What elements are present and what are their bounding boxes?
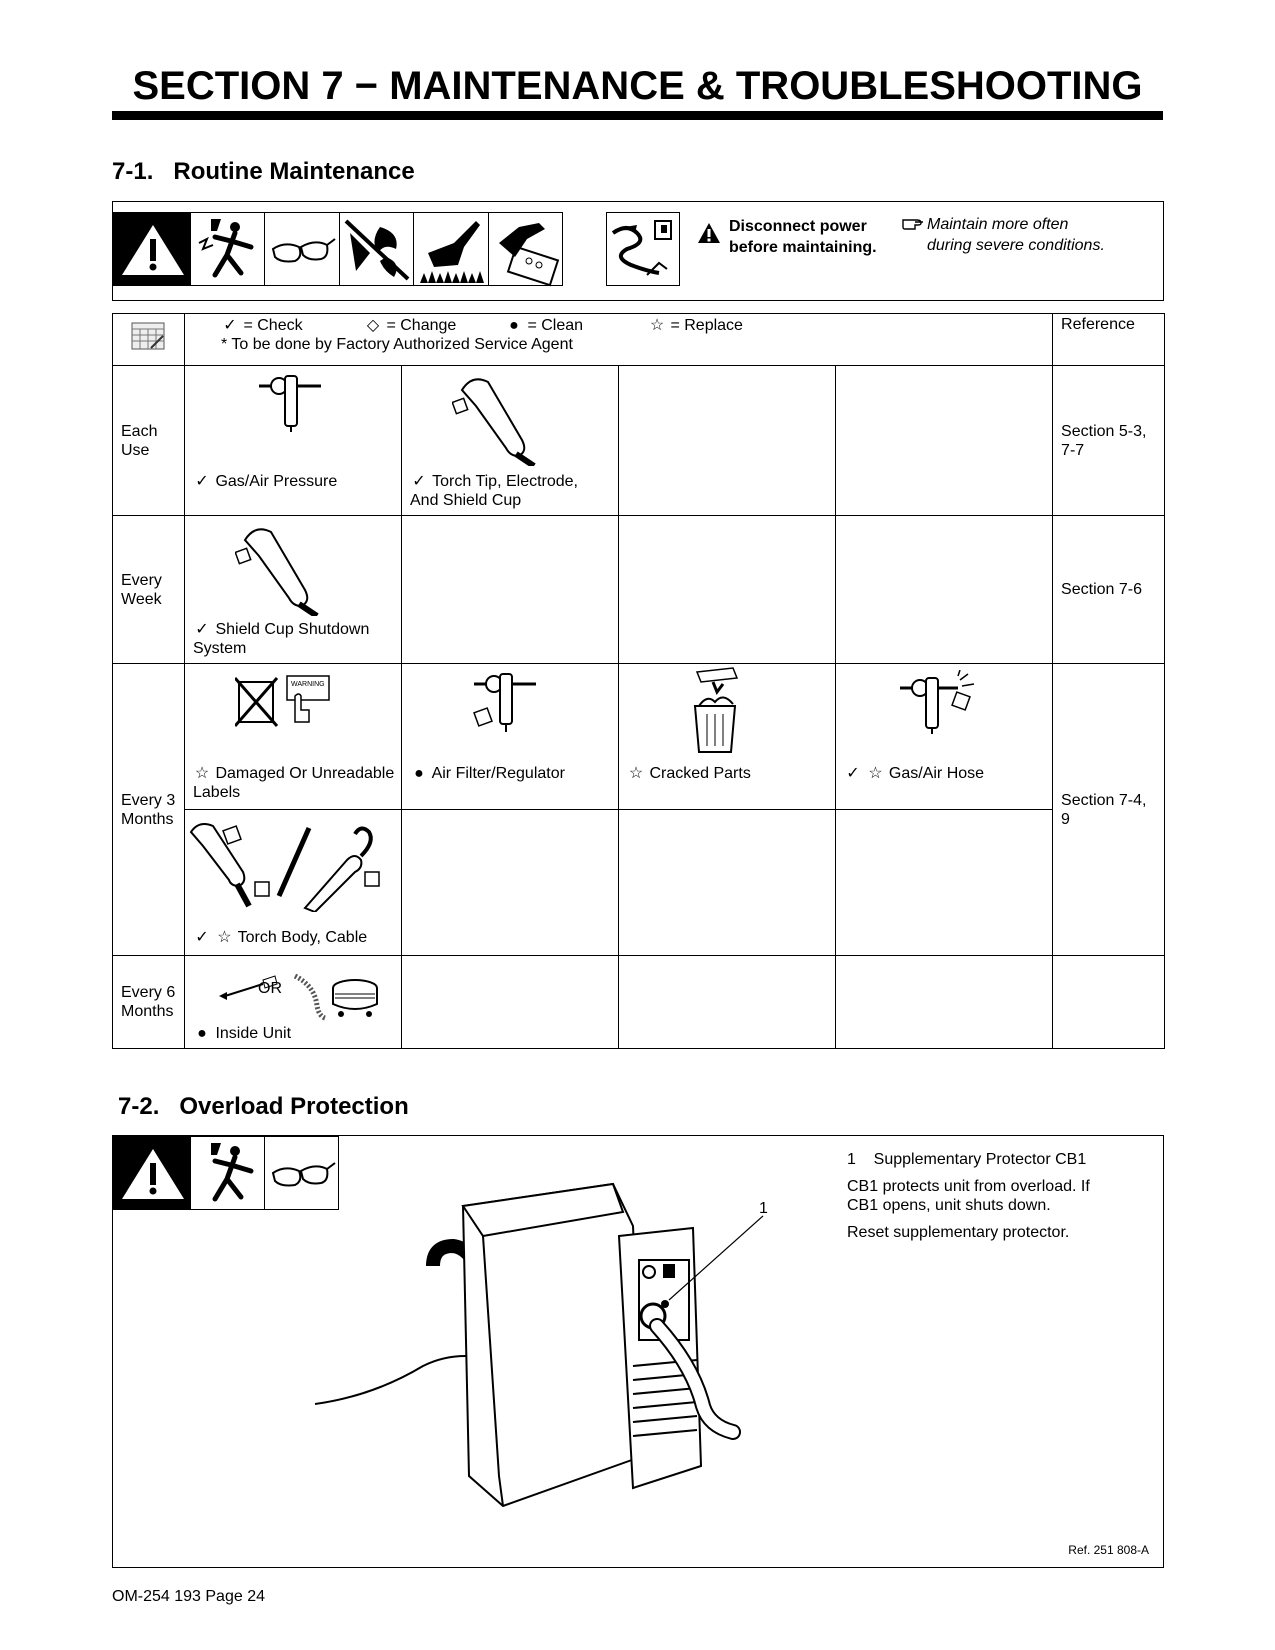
torch-icon (452, 370, 542, 471)
replace-star-icon: ☆ (649, 317, 665, 334)
replace-star-icon: ☆ (217, 929, 232, 946)
interval-every-3-months: Every 3 Months (113, 664, 185, 956)
each-use-row (113, 366, 1165, 516)
pointing-hand-icon (901, 216, 925, 237)
empty-cell (619, 956, 836, 1049)
reference-every-3-months: Section 7-4, 9 (1053, 664, 1165, 956)
warning-label-text: WARNING (291, 681, 325, 688)
item-torch-tip: ✓ Torch Tip, Electrode, And Shield Cup (410, 473, 578, 509)
torch-icon (235, 520, 325, 621)
disconnect-power-warning: Disconnect power before maintaining. (729, 218, 877, 256)
labels-cell (185, 664, 402, 810)
empty-cell (836, 516, 1053, 664)
replace-star-icon: ☆ (194, 765, 210, 782)
reset-instruction: Reset supplementary protector. (847, 1224, 1070, 1241)
clean-circle-icon: ● (509, 317, 519, 334)
calendar-cell (113, 314, 185, 366)
check-icon: ✓ (195, 929, 209, 946)
gas-air-pressure-cell (185, 366, 402, 516)
inside-unit-cell (185, 956, 402, 1049)
every-3-months-row-b (113, 810, 1165, 956)
item-gas-air-pressure: ✓ Gas/Air Pressure (193, 472, 337, 491)
legend-replace: ☆ = Replace (649, 317, 743, 334)
overload-box (112, 1135, 1164, 1568)
change-diamond-icon: ◇ (366, 317, 380, 334)
reference-each-use: Section 5-3, 7-7 (1053, 366, 1165, 516)
replace-star-icon: ☆ (868, 765, 883, 782)
item-air-filter: ● Air Filter/Regulator (410, 764, 565, 783)
section-title: SECTION 7 − MAINTENANCE & TROUBLESHOOTING (132, 64, 1143, 108)
supplementary-protector-label: 1 Supplementary Protector CB1 (847, 1151, 1087, 1168)
check-icon: ✓ (223, 317, 237, 334)
warning-triangle-icon (113, 212, 191, 286)
interval-every-6-months: Every 6 Months (113, 956, 185, 1049)
check-icon: ✓ (846, 765, 860, 782)
item-cracked-parts: ☆ Cracked Parts (628, 765, 751, 782)
empty-cell (836, 366, 1053, 516)
overload-hazard-strip (113, 1136, 339, 1210)
hose-regulator-icon (898, 670, 978, 741)
item-labels: ☆ Damaged Or Unreadable Labels (193, 765, 395, 801)
legend-row (113, 314, 1165, 366)
hazard-symbol-strip (113, 212, 563, 286)
electric-shock-icon (190, 212, 265, 286)
plasma-cutter-unit-illustration (313, 1176, 873, 1541)
labels-icon (235, 670, 335, 735)
moving-parts-icon (339, 212, 414, 286)
blow-out-icon (215, 966, 385, 1027)
air-filter-cell (402, 664, 619, 810)
disconnect-warning-icon (697, 222, 721, 249)
warning-triangle-icon (113, 1136, 191, 1210)
torch-body-cable-icon (185, 816, 395, 917)
reference-every-6-months (1053, 956, 1165, 1049)
every-6-months-row (113, 956, 1165, 1049)
severe-conditions-note: Maintain more often during severe conditions. (927, 216, 1105, 254)
item-shield-cup: ✓ Shield Cup Shutdown System (193, 621, 370, 657)
empty-cell (836, 956, 1053, 1049)
empty-cell (402, 810, 619, 956)
empty-cell (402, 956, 619, 1049)
interval-each-use: Each Use (113, 366, 185, 516)
clean-circle-icon: ● (414, 765, 424, 782)
routine-hazard-box (112, 201, 1164, 301)
clean-circle-icon: ● (197, 1025, 207, 1042)
empty-cell (619, 366, 836, 516)
trash-can-icon (677, 666, 757, 761)
figure-reference: Ref. 251 808-A (1068, 1543, 1149, 1557)
reference-every-week: Section 7-6 (1053, 516, 1165, 664)
every-3-months-row-a (113, 664, 1165, 810)
empty-cell (402, 516, 619, 664)
item-gas-air-hose: ✓ ☆ Gas/Air Hose (844, 764, 984, 783)
overload-description (847, 1150, 1117, 1242)
routine-maintenance-heading: 7-1. Routine Maintenance (112, 158, 415, 185)
legend-cell (185, 314, 1053, 366)
title-rule (112, 111, 1163, 120)
empty-cell (619, 810, 836, 956)
regulator-icon (257, 372, 323, 437)
cracked-parts-cell (619, 664, 836, 810)
hot-parts-icon (413, 212, 489, 286)
replace-star-icon: ☆ (628, 765, 644, 782)
item-torch-body: ✓ ☆ Torch Body, Cable (193, 928, 367, 947)
legend-clean: ● = Clean (505, 316, 583, 335)
item-inside-unit: ● Inside Unit (193, 1024, 291, 1043)
check-icon: ✓ (195, 621, 209, 638)
check-icon: ✓ (195, 473, 209, 490)
legend-check: ✓ = Check (221, 316, 303, 335)
overload-explanation: CB1 protects unit from overload. If CB1 opens, unit shuts down. (847, 1178, 1090, 1214)
safety-glasses-icon (264, 212, 340, 286)
calendar-icon (113, 314, 184, 355)
every-week-row (113, 516, 1165, 664)
maintenance-table (112, 313, 1165, 1049)
torch-tip-cell (402, 366, 619, 516)
electric-shock-icon (190, 1136, 265, 1210)
interval-every-week: Every Week (113, 516, 185, 664)
regulator-icon (472, 670, 538, 741)
empty-cell (836, 810, 1053, 956)
callout-number: 1 (759, 1200, 768, 1217)
empty-cell (619, 516, 836, 664)
check-icon: ✓ (412, 473, 426, 490)
disconnect-plug-icon (606, 212, 680, 286)
gas-air-hose-cell (836, 664, 1053, 810)
shield-cup-cell (185, 516, 402, 664)
overload-protection-heading: 7-2. Overload Protection (118, 1093, 409, 1120)
page-footer: OM-254 193 Page 24 (112, 1588, 265, 1605)
torch-body-cell (185, 810, 402, 956)
or-text: OR (258, 980, 282, 997)
legend-change: ◇ = Change (364, 316, 456, 335)
static-parts-icon (488, 212, 563, 286)
factory-agent-note: * To be done by Factory Authorized Service Agent (221, 336, 573, 353)
reference-header: Reference (1053, 314, 1165, 366)
